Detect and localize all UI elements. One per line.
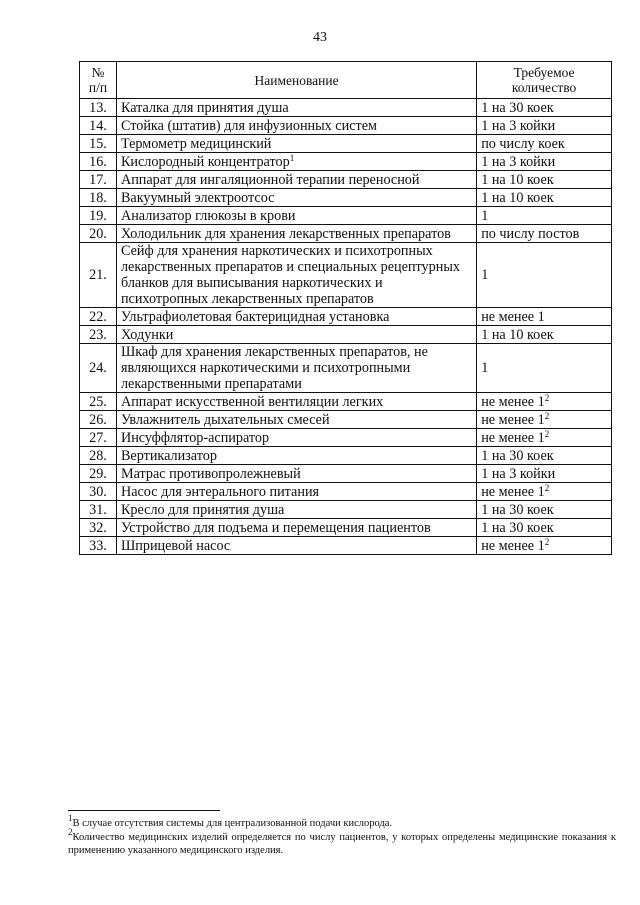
row-number: 23. (80, 326, 117, 344)
table-row (80, 189, 612, 207)
row-quantity-cell (477, 465, 612, 483)
row-quantity: не менее 1 (481, 429, 545, 446)
row-number: 22. (80, 308, 117, 326)
footnote-1 (68, 813, 616, 830)
table-row (80, 393, 612, 411)
table-row (80, 135, 612, 153)
row-name-cell (116, 189, 476, 207)
row-quantity-cell (477, 411, 612, 429)
row-name-cell (116, 135, 476, 153)
row-name-cell (116, 153, 476, 171)
row-name-cell (116, 411, 476, 429)
footnote-ref: 2 (544, 428, 550, 439)
row-quantity-cell (477, 117, 612, 135)
table-row (80, 243, 612, 308)
row-quantity-cell (477, 99, 612, 117)
row-number: 16. (80, 153, 117, 171)
row-name-cell (116, 117, 476, 135)
row-number: 30. (80, 483, 117, 501)
row-quantity-cell (477, 429, 612, 447)
row-quantity-cell (477, 519, 612, 537)
row-quantity-cell (477, 501, 612, 519)
row-quantity-cell (477, 344, 612, 393)
row-name-cell (116, 501, 476, 519)
row-quantity: не менее 1 (481, 483, 545, 500)
row-name-cell (116, 537, 476, 555)
row-name: Шприцевой насос (120, 537, 231, 554)
row-quantity-cell (477, 189, 612, 207)
row-quantity: 1 (481, 360, 489, 376)
table-row (80, 537, 612, 555)
row-number: 29. (80, 465, 117, 483)
row-number: 24. (80, 344, 117, 393)
row-number: 27. (80, 429, 117, 447)
header-num (80, 62, 117, 99)
row-quantity: 1 на 30 коек (481, 501, 554, 518)
footnote-1-text: В случае отсутствия системы для централизованной подачи кислорода. (72, 818, 393, 829)
row-number: 20. (80, 225, 117, 243)
row-quantity: не менее 1 (481, 537, 545, 554)
row-name: Кислородный концентратор (120, 153, 290, 170)
table-row (80, 501, 612, 519)
row-quantity: 1 на 10 коек (481, 326, 554, 343)
row-number: 14. (80, 117, 117, 135)
table-row (80, 225, 612, 243)
row-number: 33. (80, 537, 117, 555)
row-number: 15. (80, 135, 117, 153)
row-quantity: не менее 1 (481, 411, 545, 428)
row-quantity-cell (477, 483, 612, 501)
row-name-cell (116, 465, 476, 483)
row-name-cell (116, 326, 476, 344)
table-row (80, 483, 612, 501)
table-row (80, 344, 612, 393)
row-name: Шкаф для хранения лекарственных препаратов, не являющихся наркотическими и психотропными лекарственными препаратами (120, 344, 428, 392)
footnote-2-text: Количество медицинских изделий определяется по числу пациентов, у которых определены медицинские показания к применению указанного медицинского изделия. (68, 832, 616, 856)
row-name-cell (116, 171, 476, 189)
row-name-cell (116, 243, 476, 308)
row-quantity-cell (477, 326, 612, 344)
row-number: 19. (80, 207, 117, 225)
row-quantity: 1 на 10 коек (481, 171, 554, 188)
row-number: 31. (80, 501, 117, 519)
row-number: 18. (80, 189, 117, 207)
row-quantity: 1 на 10 коек (481, 189, 554, 206)
page-number: 43 (313, 30, 327, 45)
row-number: 25. (80, 393, 117, 411)
table-row (80, 171, 612, 189)
row-name: Холодильник для хранения лекарственных препаратов (120, 225, 451, 242)
table-row (80, 326, 612, 344)
row-name: Кресло для принятия душа (120, 501, 285, 518)
row-name: Устройство для подъема и перемещения пациентов (120, 519, 431, 536)
footnote-1-mark: 1 (68, 813, 73, 823)
row-name: Аппарат искусственной вентиляции легких (120, 393, 384, 410)
row-name: Аппарат для ингаляционной терапии переносной (120, 171, 420, 188)
row-quantity-cell (477, 153, 612, 171)
footnote-2 (68, 827, 616, 857)
header-name: Наименование (116, 62, 476, 99)
row-name-cell (116, 447, 476, 465)
row-quantity-cell (477, 537, 612, 555)
row-quantity-cell (477, 225, 612, 243)
table-row (80, 153, 612, 171)
row-quantity: по числу коек (481, 135, 565, 152)
table-row (80, 207, 612, 225)
table-row (80, 465, 612, 483)
row-quantity: 1 на 30 коек (481, 99, 554, 116)
row-quantity-cell (477, 393, 612, 411)
equipment-table (79, 61, 612, 555)
row-number: 32. (80, 519, 117, 537)
row-name: Термометр медицинский (120, 135, 272, 152)
row-name-cell (116, 429, 476, 447)
row-quantity: 1 на 30 коек (481, 447, 554, 464)
table-header-row (80, 62, 612, 99)
row-quantity: 1 на 30 коек (481, 519, 554, 536)
row-name-cell (116, 99, 476, 117)
row-name-cell (116, 393, 476, 411)
row-quantity: 1 на 3 койки (481, 117, 556, 134)
row-quantity-cell (477, 447, 612, 465)
row-quantity: 1 на 3 койки (481, 465, 556, 482)
table-row (80, 411, 612, 429)
table-row (80, 447, 612, 465)
footnote-ref: 2 (544, 482, 550, 493)
row-quantity-cell (477, 308, 612, 326)
table-row (80, 99, 612, 117)
row-name: Насос для энтерального питания (120, 483, 320, 500)
row-quantity: 1 (481, 267, 489, 283)
footnote-ref: 2 (544, 392, 550, 403)
table-row (80, 308, 612, 326)
row-name: Стойка (штатив) для инфузионных систем (120, 117, 377, 134)
header-qty-line-1: Требуемое (513, 65, 575, 80)
row-name: Каталка для принятия душа (120, 99, 289, 116)
row-number: 28. (80, 447, 117, 465)
footnote-ref: 2 (544, 410, 550, 421)
row-name: Сейф для хранения наркотических и психотропных лекарственных препаратов и специальных рецептурных бланков для выписывания наркотических и психотропных лекарственных препаратов (120, 243, 460, 307)
row-quantity: 1 (481, 207, 489, 224)
row-name-cell (116, 207, 476, 225)
header-qty (477, 62, 612, 99)
header-qty-line-2: количество (511, 80, 577, 95)
header-num-line-2: п/п (88, 80, 108, 95)
row-quantity: не менее 1 (481, 393, 545, 410)
row-name: Ходунки (120, 326, 174, 343)
table-row (80, 519, 612, 537)
footnote-ref: 2 (544, 536, 550, 547)
row-number: 13. (80, 99, 117, 117)
row-name: Вертикализатор (120, 447, 217, 464)
row-name-cell (116, 308, 476, 326)
row-number: 17. (80, 171, 117, 189)
row-name-cell (116, 344, 476, 393)
footnote-ref: 1 (289, 152, 295, 163)
footnote-2-mark: 2 (68, 827, 73, 837)
table-row (80, 117, 612, 135)
row-name-cell (116, 225, 476, 243)
row-quantity-cell (477, 207, 612, 225)
table-row (80, 429, 612, 447)
row-name-cell (116, 519, 476, 537)
row-name: Увлажнитель дыхательных смесей (120, 411, 330, 428)
row-quantity-cell (477, 135, 612, 153)
header-num-line-1: № (91, 65, 105, 80)
row-number: 26. (80, 411, 117, 429)
row-quantity: не менее 1 (481, 308, 545, 325)
row-name: Вакуумный электроотсос (120, 189, 275, 206)
row-quantity-cell (477, 243, 612, 308)
row-quantity-cell (477, 171, 612, 189)
row-name-cell (116, 483, 476, 501)
row-quantity: по числу постов (481, 225, 580, 242)
row-number: 21. (80, 243, 117, 308)
footnotes (68, 813, 616, 858)
footnote-divider (68, 810, 220, 811)
row-name: Анализатор глюкозы в крови (120, 207, 296, 224)
row-name: Ультрафиолетовая бактерицидная установка (120, 308, 390, 325)
row-quantity: 1 на 3 койки (481, 153, 556, 170)
row-name: Матрас противопролежневый (120, 465, 301, 482)
row-name: Инсуффлятор-аспиратор (120, 429, 270, 446)
